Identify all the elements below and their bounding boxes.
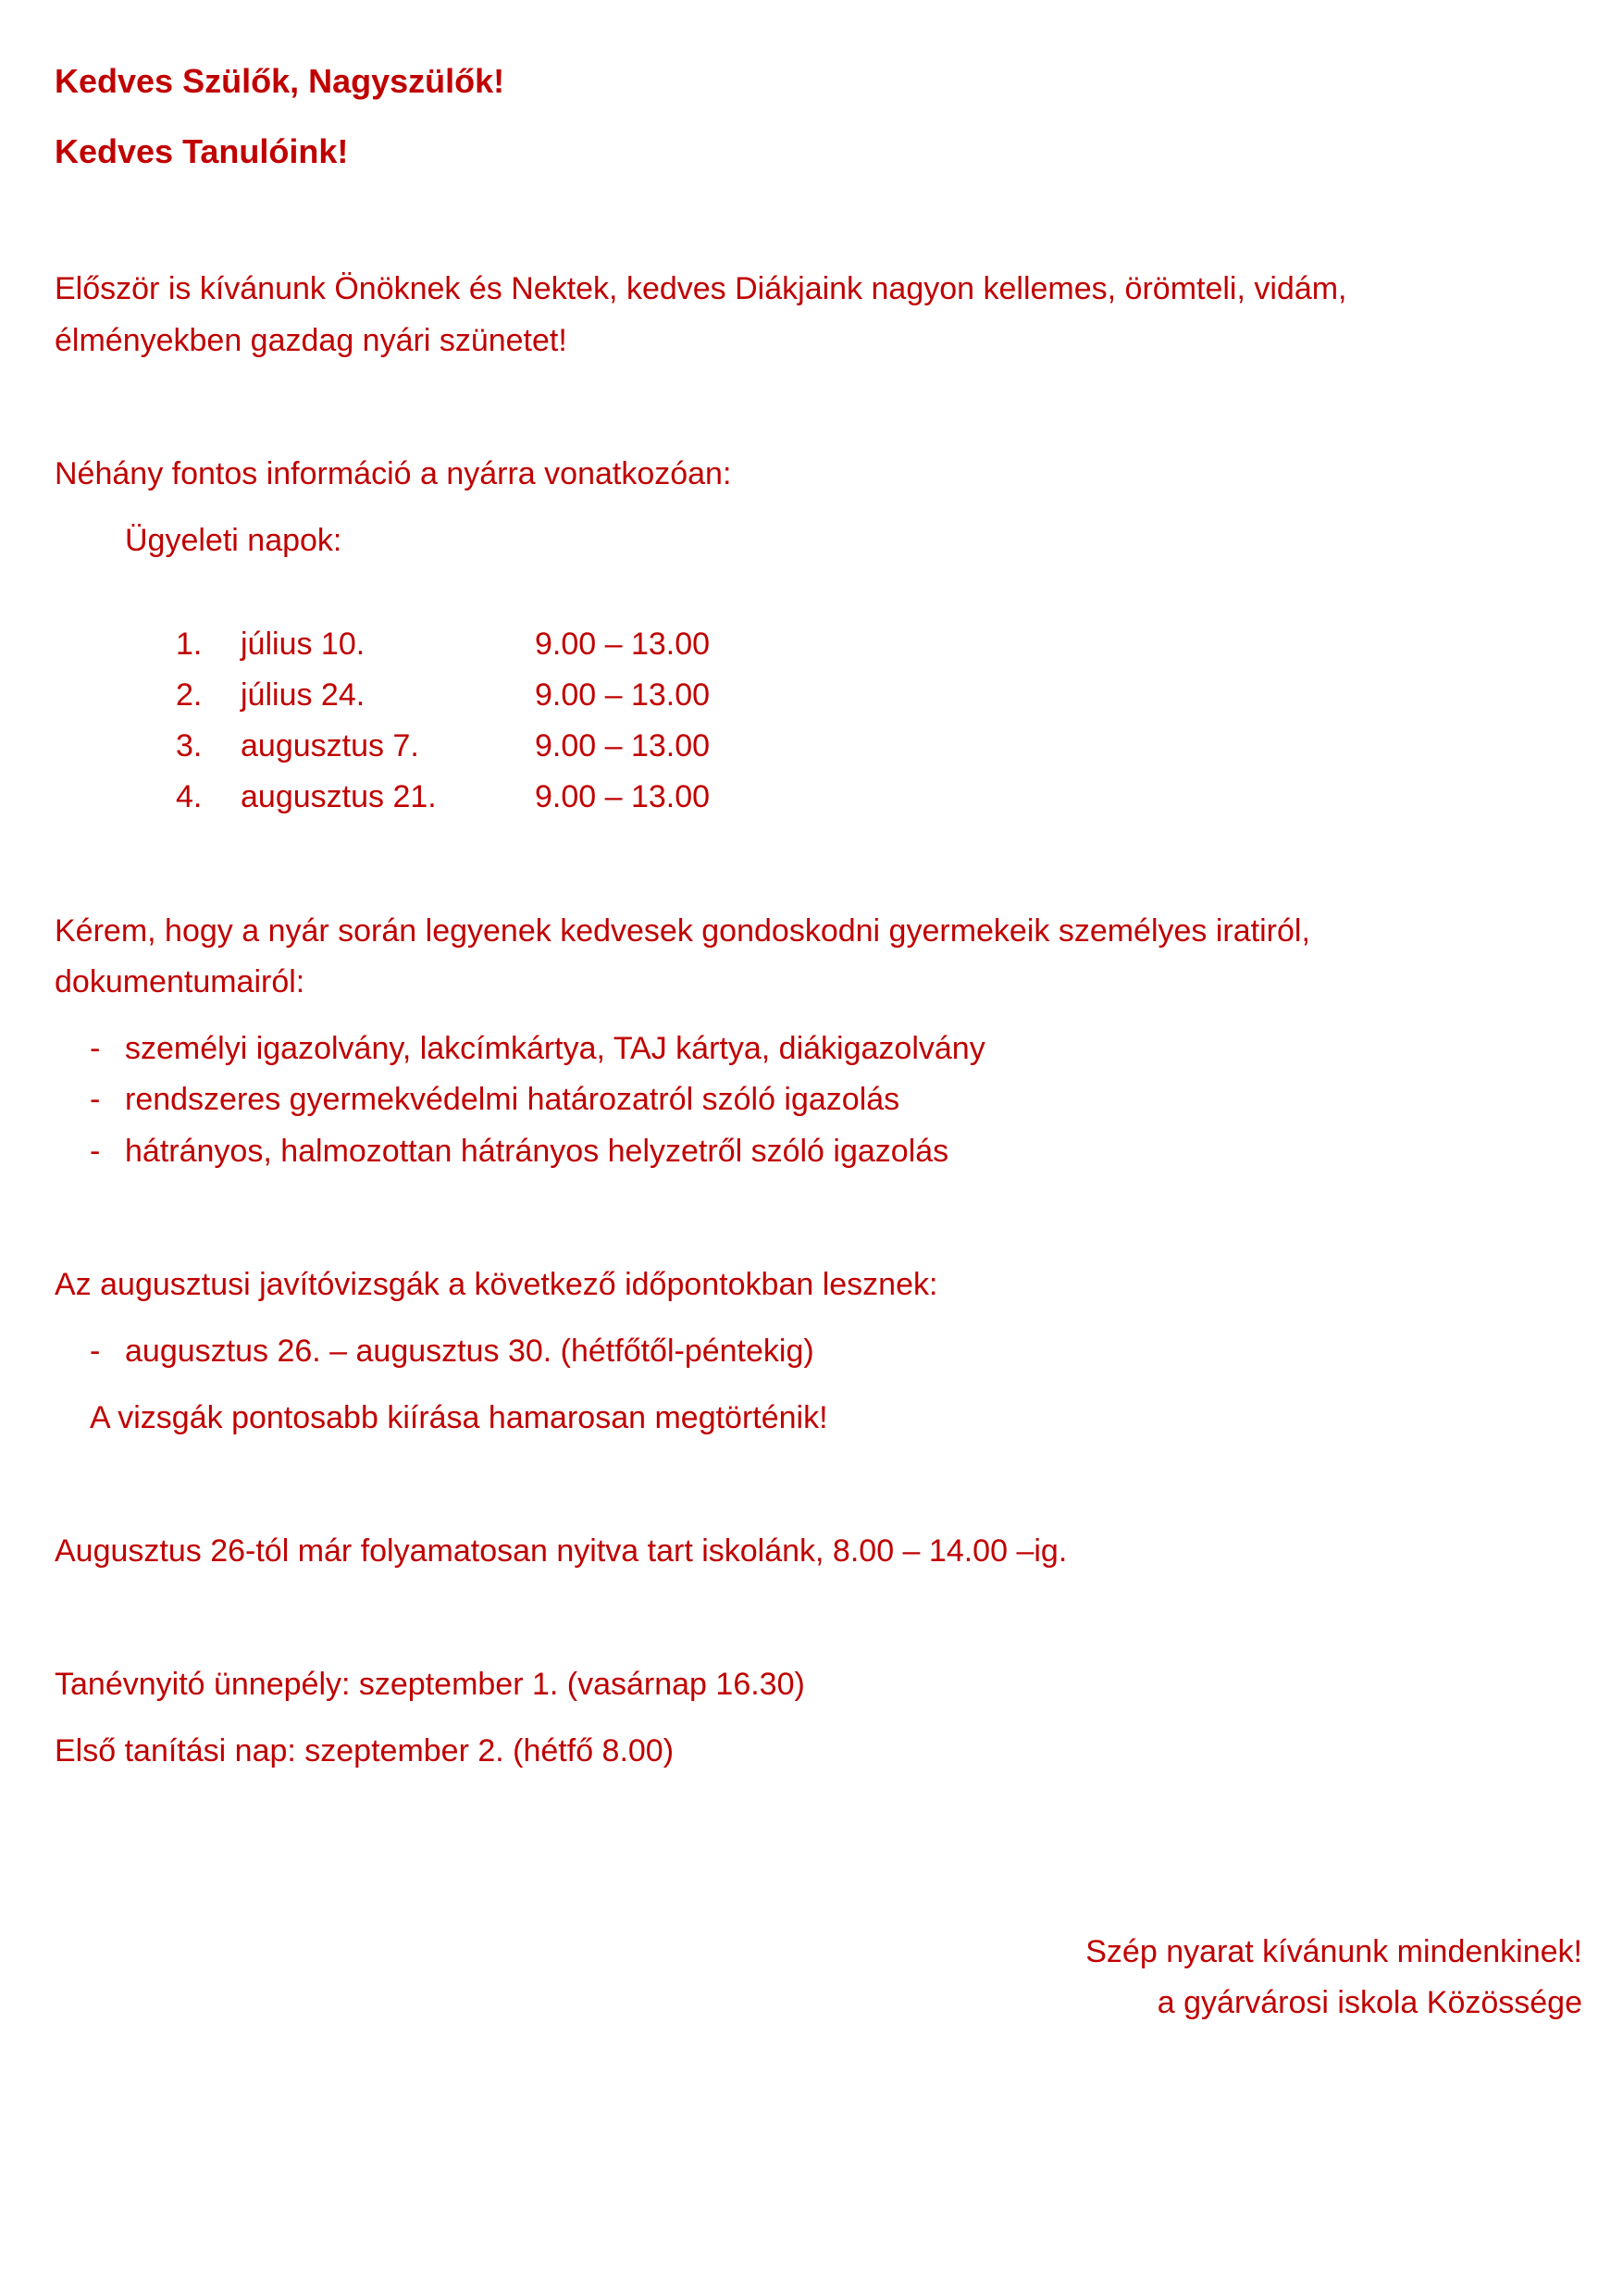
list-item: hátrányos, halmozottan hátrányos helyzetről szóló igazolás	[125, 1134, 949, 1169]
documents-line-2: dokumentumairól:	[55, 964, 305, 999]
exams-note: A vizsgák pontosabb kiírása hamarosan megtörténik!	[90, 1400, 828, 1435]
bullet-dash: -	[90, 1082, 101, 1117]
intro-line-2: élményekben gazdag nyári szünetet!	[55, 323, 567, 358]
item-number: 1.	[176, 627, 203, 662]
intro-line-1: Először is kívánunk Önöknek és Nektek, kedves Diákjaink nagyon kellemes, örömteli, vidám,	[55, 271, 1347, 306]
duty-days-label: Ügyeleti napok:	[125, 523, 342, 558]
item-date: július 10.	[241, 627, 365, 662]
exams-item: augusztus 26. – augusztus 30. (hétfőtől-péntekig)	[125, 1334, 814, 1369]
bullet-dash: -	[90, 1031, 101, 1066]
item-time: 9.00 – 13.00	[535, 677, 711, 713]
item-number: 2.	[176, 677, 203, 713]
first-day-info: Első tanítási nap: szeptember 2. (hétfő 8.00)	[55, 1733, 675, 1769]
exams-heading: Az augusztusi javítóvizsgák a következő időpontokban lesznek:	[55, 1267, 938, 1302]
item-date: augusztus 21.	[241, 779, 437, 814]
greeting-line-1: Kedves Szülők, Nagyszülők!	[55, 62, 505, 100]
item-date: július 24.	[241, 677, 365, 713]
bullet-dash: -	[90, 1334, 101, 1369]
opening-hours: Augusztus 26-tól már folyamatosan nyitva tart iskolánk, 8.00 – 14.00 –ig.	[55, 1533, 1068, 1569]
info-heading: Néhány fontos információ a nyárra vonatkozóan:	[55, 456, 732, 491]
closing-line-1: Szép nyarat kívánunk mindenkinek!	[1085, 1934, 1582, 1969]
closing-signature: a gyárvárosi iskola Közössége	[1157, 1985, 1582, 2020]
item-time: 9.00 – 13.00	[535, 627, 711, 662]
list-item: személyi igazolvány, lakcímkártya, TAJ kártya, diákigazolvány	[125, 1031, 985, 1066]
bullet-dash: -	[90, 1134, 101, 1169]
ceremony-info: Tanévnyitó ünnepély: szeptember 1. (vasárnap 16.30)	[55, 1667, 805, 1702]
greeting-line-2: Kedves Tanulóink!	[55, 132, 349, 170]
item-number: 4.	[176, 779, 203, 814]
item-number: 3.	[176, 728, 203, 763]
item-time: 9.00 – 13.00	[535, 779, 711, 814]
documents-line-1: Kérem, hogy a nyár során legyenek kedvesek gondoskodni gyermekeik személyes iratiról,	[55, 913, 1310, 949]
item-time: 9.00 – 13.00	[535, 728, 711, 763]
item-date: augusztus 7.	[241, 728, 419, 763]
list-item: rendszeres gyermekvédelmi határozatról szóló igazolás	[125, 1082, 900, 1117]
